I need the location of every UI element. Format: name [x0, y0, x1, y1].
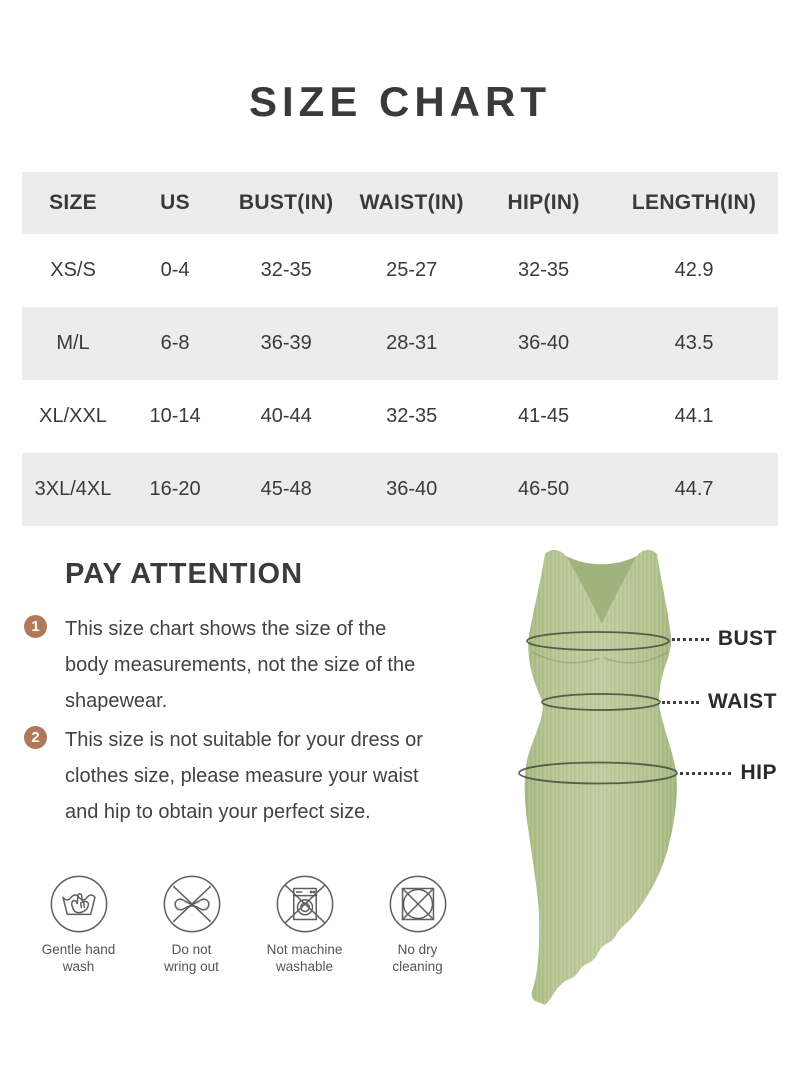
size-table-header-row	[22, 172, 778, 234]
cell-hip: 32-35	[518, 259, 570, 281]
waist-measurement-line	[662, 689, 777, 715]
column-header-bust: BUST(IN)	[226, 172, 346, 234]
cell-size: XS/S	[50, 259, 96, 281]
table-row	[22, 453, 778, 526]
number-badge-1: 1	[24, 615, 47, 638]
column-header-size: SIZE	[22, 172, 124, 234]
hand-wash-icon	[49, 874, 109, 934]
note-text: This size is not suitable for your dress or clothes size, please measure your waist and hip to obtain your perfect size.	[65, 729, 423, 823]
bust-measurement-line	[672, 626, 777, 652]
column-header-waist: WAIST(IN)	[346, 172, 477, 234]
cell-waist: 36-40	[386, 478, 438, 500]
care-item-no-wring	[135, 874, 248, 975]
care-label: Gentle hand wash	[41, 942, 116, 974]
care-label: Not machine washable	[266, 942, 343, 974]
care-label: Do not wring out	[164, 942, 219, 974]
page-title: SIZE CHART	[249, 78, 551, 125]
table-row	[22, 307, 778, 380]
cell-bust: 32-35	[260, 259, 312, 281]
note-text: This size chart shows the size of the body measurements, not the size of the shapewear.	[65, 618, 416, 712]
care-item-hand-wash	[22, 874, 135, 975]
no-wring-icon	[162, 874, 222, 934]
hip-measurement-line	[680, 760, 777, 786]
dotted-leader-line	[680, 772, 731, 775]
care-item-no-machine-wash	[248, 874, 361, 975]
cell-bust: 40-44	[260, 405, 312, 427]
hip-label: HIP	[740, 761, 777, 784]
care-item-no-dry-clean	[361, 874, 474, 975]
cell-bust: 45-48	[260, 478, 312, 500]
care-instructions	[22, 874, 474, 975]
note-item-2	[24, 722, 444, 830]
cell-us: 6-8	[160, 332, 190, 354]
cell-us: 10-14	[149, 405, 201, 427]
cell-hip: 36-40	[518, 332, 570, 354]
dotted-leader-line	[662, 701, 699, 704]
number-badge-2: 2	[24, 726, 47, 749]
cell-us: 16-20	[149, 478, 201, 500]
cell-waist: 32-35	[386, 405, 438, 427]
column-header-length: LENGTH(IN)	[610, 172, 778, 234]
bust-label: BUST	[717, 627, 777, 650]
cell-waist: 25-27	[386, 259, 438, 281]
attention-heading: PAY ATTENTION	[65, 558, 304, 590]
cell-length: 44.1	[674, 405, 714, 427]
cell-us: 0-4	[160, 259, 190, 281]
size-table	[22, 172, 778, 526]
column-header-hip: HIP(IN)	[477, 172, 610, 234]
dotted-leader-line	[672, 638, 709, 641]
care-label: No dry cleaning	[392, 942, 443, 974]
table-row	[22, 234, 778, 307]
cell-length: 43.5	[674, 332, 714, 354]
table-row	[22, 380, 778, 453]
waist-label: WAIST	[708, 690, 777, 713]
cell-length: 42.9	[674, 259, 714, 281]
no-machine-wash-icon	[275, 874, 335, 934]
cell-length: 44.7	[674, 478, 714, 500]
cell-size: M/L	[56, 332, 90, 354]
no-dry-clean-icon	[388, 874, 448, 934]
note-item-1	[24, 611, 444, 719]
column-header-us: US	[124, 172, 226, 234]
cell-size: XL/XXL	[39, 405, 107, 427]
cell-hip: 41-45	[518, 405, 570, 427]
cell-hip: 46-50	[518, 478, 570, 500]
cell-size: 3XL/4XL	[34, 478, 112, 500]
cell-bust: 36-39	[260, 332, 312, 354]
cell-waist: 28-31	[386, 332, 438, 354]
dress-figure	[470, 540, 790, 1010]
